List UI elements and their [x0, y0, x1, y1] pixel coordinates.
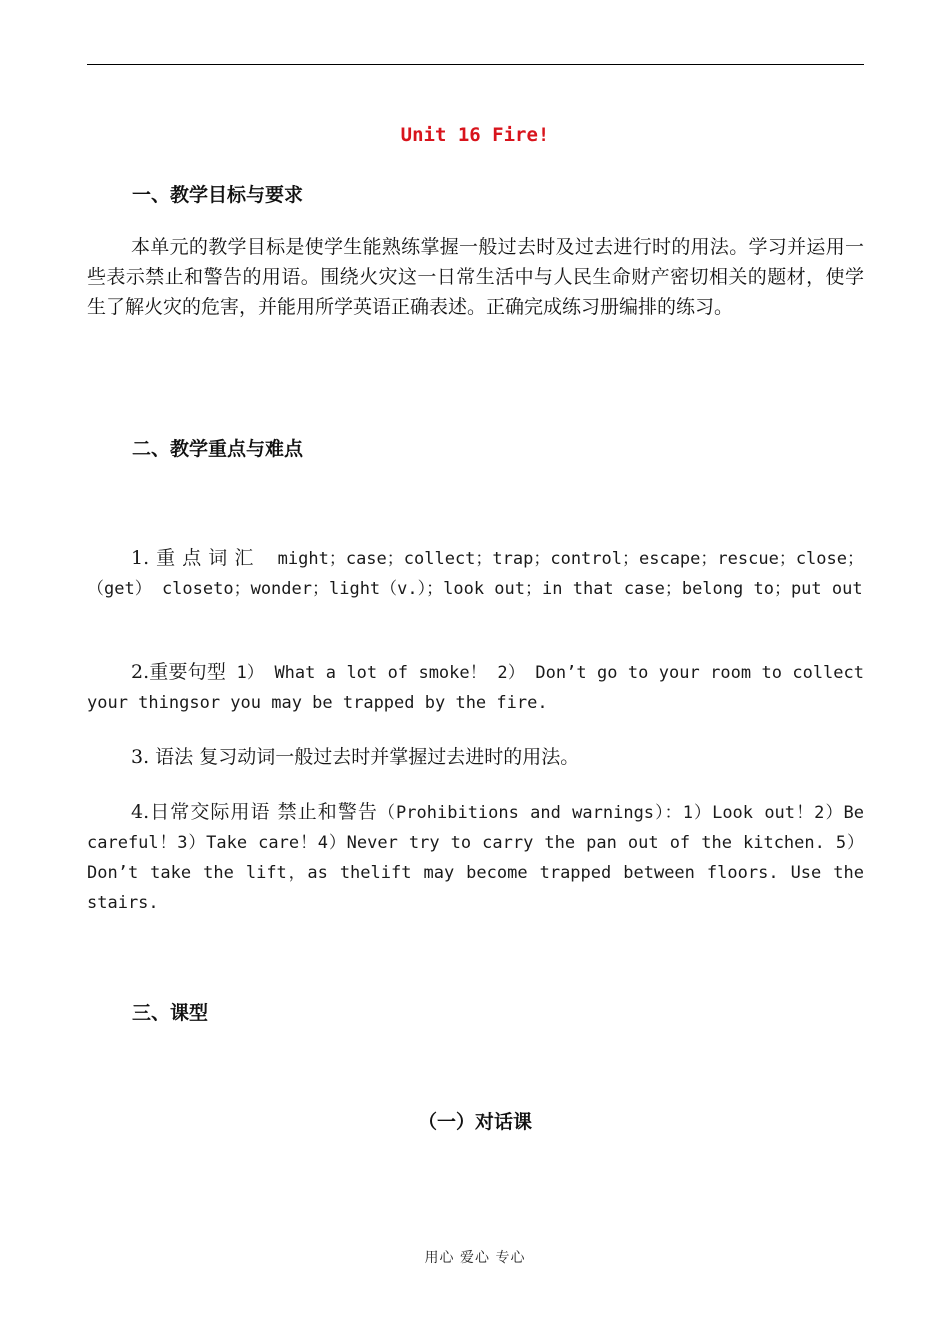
- section-heading-lesson-type: 三、课型: [132, 1002, 209, 1024]
- communication-text: （Prohibitions and warnings）：1）Look out！2）Be careful！3）Take care！4）Never try to carry the pan out of the kitchen. 5）Don’t take the lift，as thelift may become trapped between floors. Use the stairs.: [87, 803, 864, 913]
- key-sentences-paragraph: [87, 657, 864, 718]
- lesson-type-subheading: （一）对话课: [417, 1111, 532, 1133]
- objectives-paragraph: 本单元的教学目标是使学生能熟练掌握一般过去时及过去进行时的用法。学习并运用一些表示禁止和警告的用语。围绕火灾这一日常生活中与人民生命财产密切相关的题材，使学生了解火灾的危害，并能用所学英语正确表述。正确完成练习册编排的练习。: [87, 236, 864, 318]
- key-vocabulary-text: might；case；collect；trap；control；escape；rescue；close；（get） closeto；wonder；light（v.）；look out；in that case；belong to；put out: [87, 549, 864, 599]
- key-sentences-text: 1） What a lot of smoke！ 2） Don’t go to your room to collect your thingsor you may be trapped by the fire.: [87, 663, 864, 713]
- communication-paragraph: [87, 797, 864, 918]
- grammar-paragraph: 3. 语法 复习动词一般过去时并掌握过去进时的用法。: [131, 746, 580, 768]
- communication-label: 4.日常交际用语 禁止和警告: [131, 801, 378, 823]
- key-vocabulary-paragraph: [87, 543, 864, 604]
- document-title: Unit 16 Fire!: [400, 124, 550, 146]
- section-heading-key-points: 二、教学重点与难点: [132, 438, 304, 460]
- page-footer: 用心 爱心 专心: [424, 1250, 526, 1266]
- key-sentences-label: 2.重要句型: [131, 661, 227, 683]
- section-heading-objectives: 一、教学目标与要求: [132, 184, 304, 206]
- key-vocabulary-label: 1.重点词汇: [131, 547, 261, 569]
- header-rule: [87, 64, 864, 65]
